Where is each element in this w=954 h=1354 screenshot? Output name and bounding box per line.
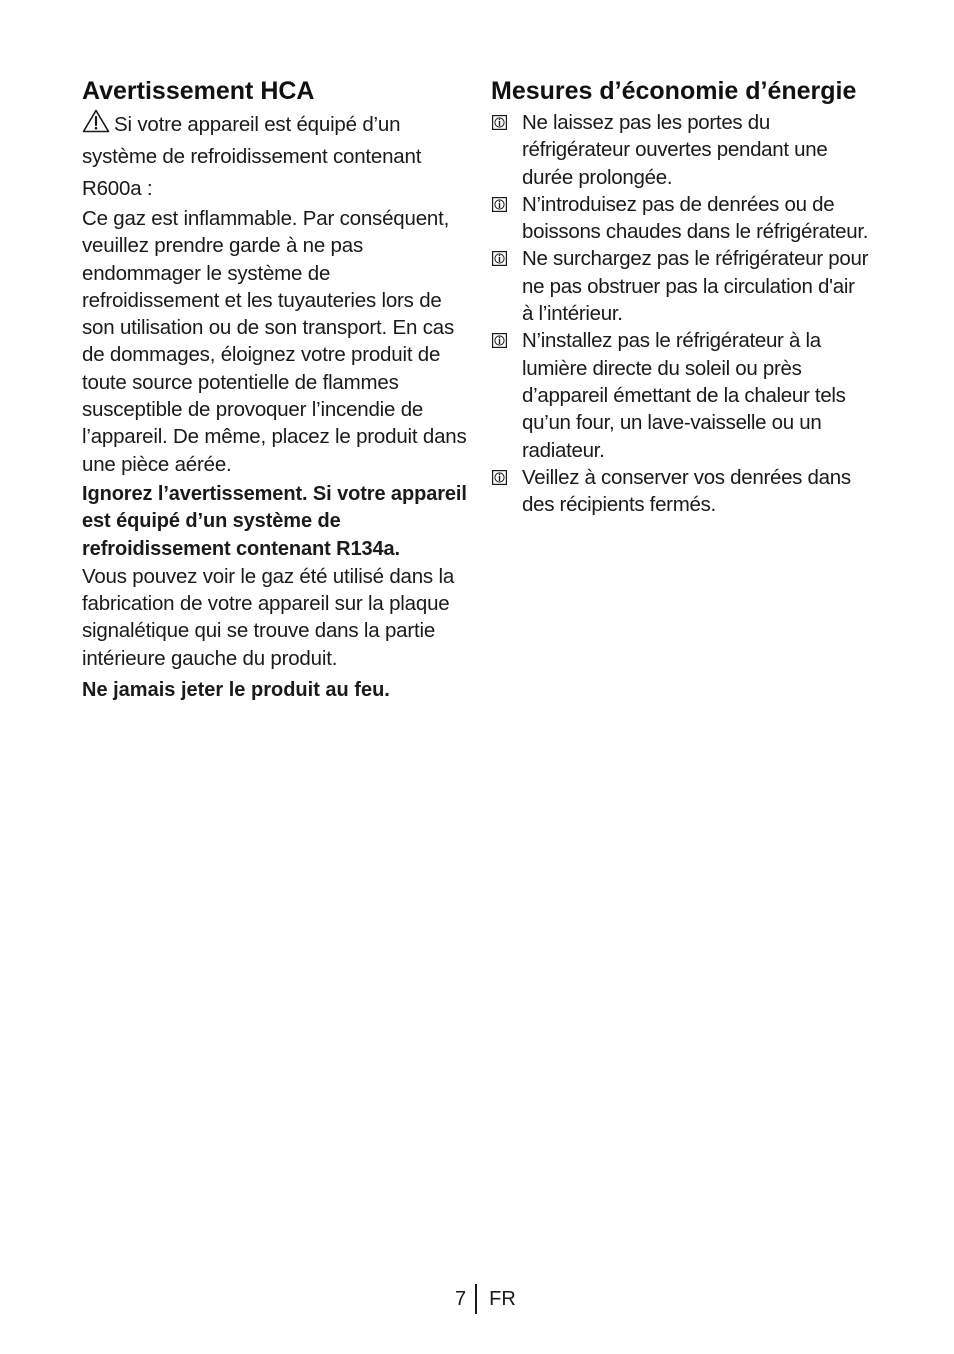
hca-warning-section bbox=[82, 78, 468, 704]
page-number: 7 bbox=[455, 1287, 467, 1310]
warning-text-line1: Si votre appareil est équipé d’un bbox=[114, 113, 401, 136]
info-icon bbox=[492, 470, 507, 485]
warning-text-line2: système de refroidissement contenant bbox=[82, 145, 422, 168]
tip-text: N’installez pas le réfrigérateur à la lumière directe du soleil ou près d’appareil émettant de la chaleur tels qu’un four, un lave-vaisselle ou un radiateur. bbox=[522, 329, 846, 462]
footer-divider bbox=[475, 1284, 477, 1314]
tip-text: Veillez à conserver vos denrées dans des récipients fermés. bbox=[522, 465, 851, 517]
gas-info-paragraph: Vous pouvez voir le gaz été utilisé dans la fabrication de votre appareil sur la plaque signalétique qui se trouve dans la partie intérieure gauche du produit. bbox=[82, 564, 455, 670]
energy-tip-item bbox=[491, 327, 871, 463]
hca-warning-body: Ce gaz est inflammable. Par conséquent, veuillez prendre garde à ne pas endommager le système de refroidissement et les tuyauteries lors de son utilisation ou de son transport. En cas de dommages, éloignez votre produit de toute source potentielle de flammes susceptible de provoquer l’incendie de l’appareil. De même, placez le produit dans une pièce aérée. bbox=[82, 207, 467, 476]
tip-text: N’introduisez pas de denrées ou de boissons chaudes dans le réfrigérateur. bbox=[522, 192, 869, 244]
energy-tip-item bbox=[491, 245, 871, 327]
energy-tip-item bbox=[491, 109, 871, 191]
energy-tips-list bbox=[491, 109, 871, 518]
tip-text: Ne laissez pas les portes du réfrigérateur ouvertes pendant une durée prolongée. bbox=[522, 111, 828, 189]
language-code: FR bbox=[489, 1287, 516, 1310]
energy-saving-section bbox=[491, 78, 871, 518]
info-icon bbox=[492, 115, 507, 130]
page-footer bbox=[455, 1284, 516, 1314]
tip-text: Ne surchargez pas le réfrigérateur pour ne pas obstruer pas la circulation d'air à l’intérieur. bbox=[522, 247, 869, 326]
r134a-notice: Ignorez l’avertissement. Si votre appareil est équipé d’un système de refroidissement contenant R134a. bbox=[82, 482, 467, 560]
warning-triangle-icon bbox=[82, 109, 110, 133]
fire-warning: Ne jamais jeter le produit au feu. bbox=[82, 679, 390, 702]
warning-text-line3: R600a : bbox=[82, 177, 153, 200]
energy-tip-item bbox=[491, 464, 871, 519]
energy-saving-heading: Mesures d’économie d’énergie bbox=[491, 77, 857, 105]
energy-tip-item bbox=[491, 191, 871, 246]
info-icon bbox=[492, 251, 507, 266]
hca-warning-heading: Avertissement HCA bbox=[82, 77, 315, 105]
info-icon bbox=[492, 197, 507, 212]
hca-warning-intro bbox=[82, 109, 468, 205]
info-icon bbox=[492, 333, 507, 348]
